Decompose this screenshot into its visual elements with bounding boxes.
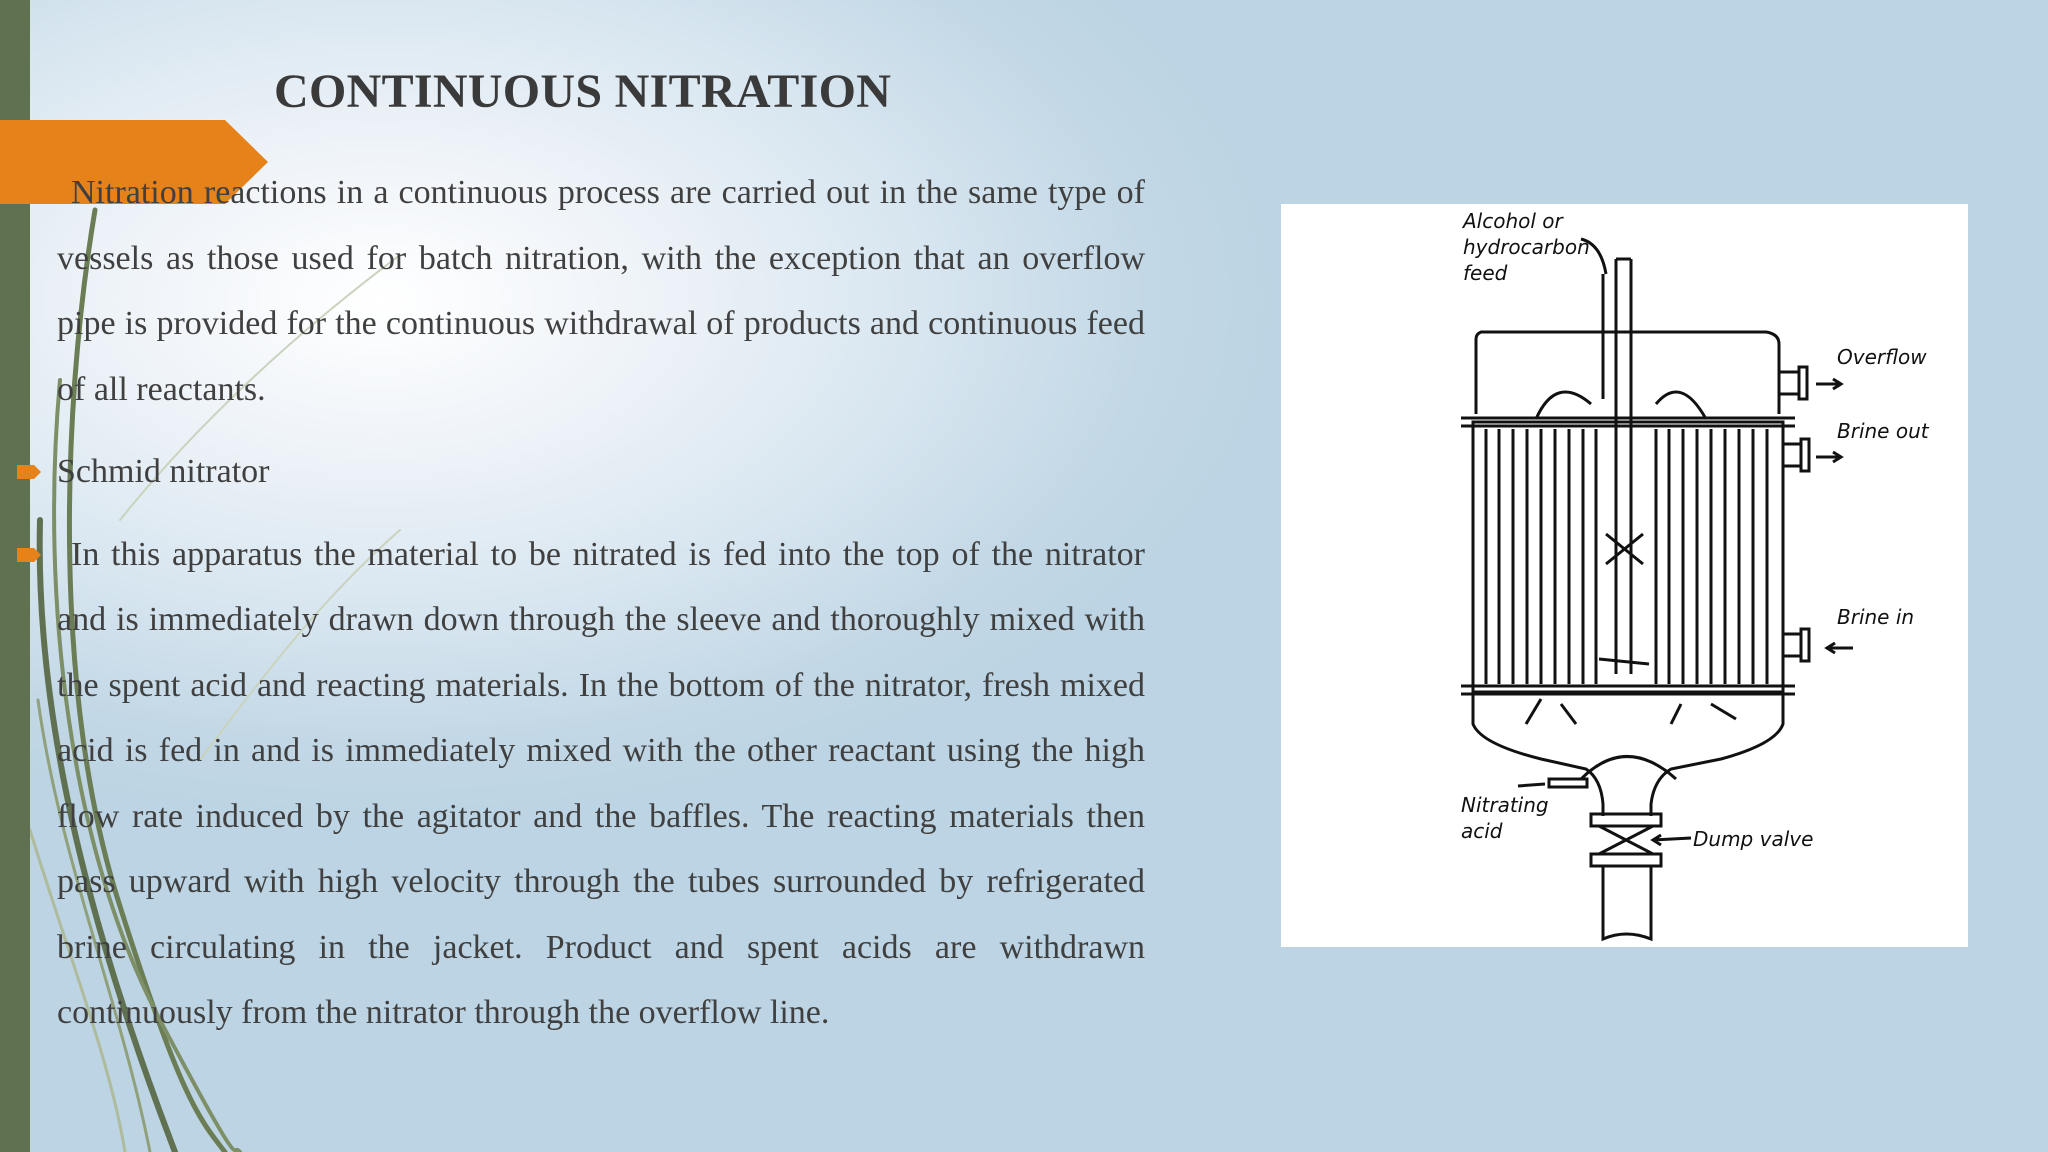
label-feed-line1: Alcohol or (1463, 209, 1563, 233)
label-dump-valve: Dump valve (1693, 827, 1814, 851)
slide-title: CONTINUOUS NITRATION (274, 65, 892, 118)
label-nitrating-line2: acid (1461, 819, 1503, 843)
label-nitrating-line1: Nitrating (1461, 793, 1549, 817)
apparatus-text: In this apparatus the material to be nitrated is fed into the top of the nitrator and is immediately drawn down through the sleeve and thoroughly mixed with the spent acid and reacting materials. In the bottom of the nitrator, fresh mixed acid is fed in and is immediately mixed with the other reactant using the high flow rate induced by the agitator and the baffles. The reacting materials then pass upward with high velocity through the tubes surrounded by refrigerated brine circulating in the jacket. Product and spent acids are withdrawn continuously from the nitrator through the overflow line. (57, 535, 1145, 1031)
intro-paragraph (57, 160, 1145, 422)
slide-body (57, 160, 1145, 1063)
label-feed-line2: hydrocarbon (1463, 235, 1590, 259)
arrow-bullet-icon (17, 548, 41, 562)
label-brine-out: Brine out (1837, 419, 1929, 443)
label-brine-in: Brine in (1837, 605, 1915, 629)
arrow-bullet-icon (17, 465, 41, 479)
label-overflow: Overflow (1837, 345, 1927, 369)
label-feed-line3: feed (1463, 261, 1508, 285)
bullet-apparatus-description (57, 522, 1145, 1046)
intro-text: Nitration reactions in a continuous process are carried out in the same type of vessels as those used for batch nitration, with the exception that an overflow pipe is provided for the continuous withdrawal of products and continuous feed of all reactants. (57, 174, 1145, 408)
schmid-nitrator-diagram (1281, 204, 1968, 947)
schmid-text: Schmid nitrator (57, 453, 270, 490)
bullet-schmid-nitrator (57, 439, 1145, 505)
nitrator-drawing (1281, 204, 1968, 947)
